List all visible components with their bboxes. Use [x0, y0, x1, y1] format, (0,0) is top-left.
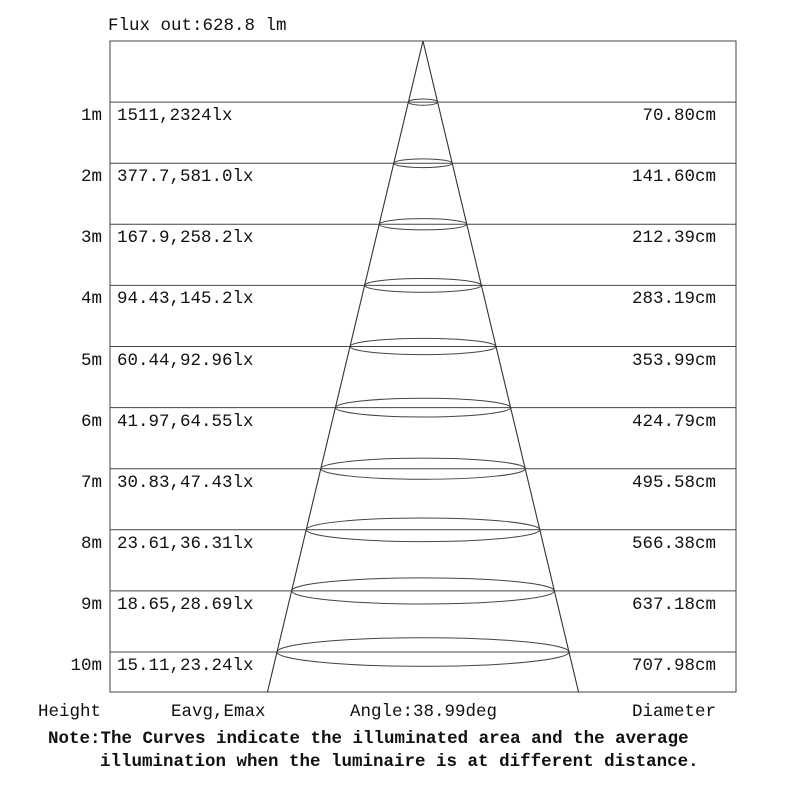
- row-diameter-value: 637.18cm: [631, 594, 716, 615]
- diameter-column-label: Diameter: [631, 702, 716, 722]
- row-diameter-value: 424.79cm: [631, 411, 716, 432]
- row-eavg-emax-value: 94.43,145.2lx: [117, 289, 254, 310]
- row-eavg-emax-value: 60.44,92.96lx: [117, 350, 254, 371]
- row-eavg-emax-value: 30.83,47.43lx: [117, 472, 254, 493]
- row-eavg-emax-value: 377.7,581.0lx: [117, 167, 254, 188]
- row-diameter-value: 495.58cm: [631, 472, 716, 493]
- row-height-label: 8m: [80, 533, 102, 554]
- row-height-label: 6m: [80, 411, 102, 432]
- row-eavg-emax-value: 167.9,258.2lx: [117, 228, 254, 249]
- row-height-label: 9m: [80, 594, 102, 615]
- row-diameter-value: 566.38cm: [631, 533, 716, 554]
- eavg-emax-column-label: Eavg,Emax: [171, 702, 266, 722]
- height-column-label: Height: [38, 702, 102, 722]
- cone-edge-left: [267, 41, 423, 692]
- row-eavg-emax-value: 15.11,23.24lx: [117, 656, 254, 676]
- row-eavg-emax-value: 18.65,28.69lx: [117, 594, 254, 615]
- flux-output-title: Flux out:628.8 lm: [108, 16, 287, 36]
- row-height-label: 10m: [70, 656, 102, 676]
- row-diameter-value: 283.19cm: [631, 289, 716, 310]
- row-height-label: 1m: [80, 106, 102, 127]
- row-diameter-value: 70.80cm: [642, 106, 716, 127]
- row-diameter-value: 353.99cm: [631, 350, 716, 371]
- row-height-label: 5m: [80, 350, 102, 371]
- row-height-label: 4m: [80, 289, 102, 310]
- row-diameter-value: 707.98cm: [631, 656, 716, 676]
- row-eavg-emax-value: 23.61,36.31lx: [117, 533, 254, 554]
- row-eavg-emax-value: 41.97,64.55lx: [117, 411, 254, 432]
- beam-angle-label: Angle:38.99deg: [350, 702, 498, 722]
- row-height-label: 7m: [80, 472, 102, 493]
- note-line-1: Note:The Curves indicate the illuminated area and the average: [48, 729, 689, 749]
- note-line-2: illumination when the luminaire is at different distance.: [100, 752, 699, 772]
- row-diameter-value: 212.39cm: [631, 228, 716, 249]
- row-height-label: 2m: [80, 167, 102, 188]
- row-eavg-emax-value: 1511,2324lx: [117, 106, 233, 127]
- row-diameter-value: 141.60cm: [631, 167, 716, 188]
- row-height-label: 3m: [80, 228, 102, 249]
